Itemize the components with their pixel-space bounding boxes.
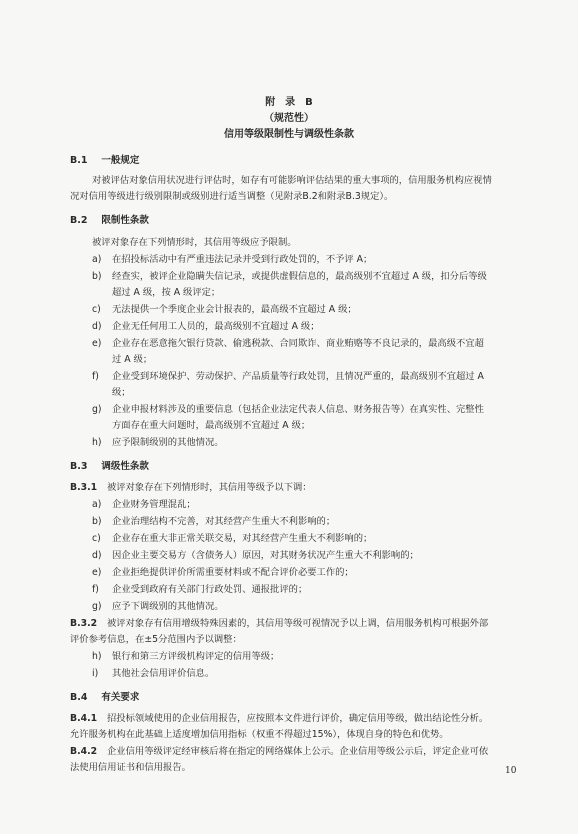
paragraph-line: 被评对象存在下列情形时，其信用等级予以下调：: [107, 482, 312, 493]
section-number: B.3: [70, 461, 88, 472]
paragraph-line: 对被评估对象信用状况进行评估时，如存有可能影响评估结果的重大事项的，信用服务机构应视情: [92, 175, 492, 186]
list-marker: c): [92, 533, 101, 544]
list-marker: b): [92, 271, 102, 282]
list-marker: h): [92, 437, 102, 448]
page-number: 10: [505, 766, 517, 776]
list-marker: d): [92, 550, 102, 561]
list-item: 无法提供一个季度企业会计报表的，最高级不宜超过 A 级；: [112, 304, 357, 315]
list-item: 企业治理结构不完善，对其经营产生重大不利影响的；: [112, 516, 336, 527]
list-item: 应予下调级别的其他情况。: [112, 601, 224, 612]
list-item: 企业申报材料涉及的重要信息（包括企业法定代表人信息、财务报告等）在真实性、完整性: [112, 404, 484, 415]
list-item: 应予限制级别的其他情况。: [112, 437, 224, 448]
list-item: 企业拒绝提供评价所需重要材料或不配合评价必要工作的；: [112, 567, 354, 578]
list-marker: e): [92, 338, 102, 349]
list-marker: a): [92, 254, 102, 265]
list-item: 因企业主要交易方（含债务人）原因，对其财务状况产生重大不利影响的；: [112, 550, 419, 561]
list-item: 银行和第三方评级机构评定的信用等级；: [112, 651, 280, 662]
section-b1-heading: [70, 154, 139, 167]
appendix-nature: （规范性）: [264, 113, 314, 124]
appendix-title: 信用等级限制性与调级性条款: [224, 129, 354, 140]
list-marker: c): [92, 304, 101, 315]
paragraph-line: 评价参考信息，在±5分范围内予以调整：: [70, 634, 242, 645]
list-marker: g): [92, 404, 102, 415]
clause-number: B.3.1: [70, 482, 98, 493]
list-item: 企业无任何用工人员的，最高级别不宜超过 A 级；: [112, 321, 320, 332]
section-title: 有关要求: [101, 692, 140, 703]
list-item: 经查实，被评企业隐瞒失信记录，或提供虚假信息的，最高级别不宜超过 A 级，扣分后等级: [112, 271, 487, 282]
list-item: 在招投标活动中有严重违法记录并受到行政处罚的，不予评 A；: [112, 254, 373, 265]
paragraph-line: 允许服务机构在此基础上适度增加信用指标（权重不得超过15%），体现自身的特色和优势。: [70, 729, 449, 740]
section-number: B.2: [70, 215, 88, 226]
paragraph-line: 法使用信用证书和信用报告。: [70, 762, 191, 773]
section-title: 限制性条款: [101, 215, 149, 226]
list-marker: g): [92, 601, 102, 612]
list-marker: e): [92, 567, 102, 578]
appendix-label: 附 录 B: [265, 97, 313, 108]
list-item: 企业存在恶意拖欠银行贷款、偷逃税款、合同欺诈、商业贿赂等不良记录的，最高级不宜超: [112, 338, 484, 349]
list-item: 企业受到环境保护、劳动保护、产品质量等行政处罚，且情况严重的，最高级别不宜超过 A: [112, 371, 484, 382]
section-b4-heading: [70, 691, 139, 704]
list-marker: f): [92, 584, 99, 595]
section-b2-heading: [70, 214, 149, 227]
clause-number: B.3.2: [70, 618, 98, 629]
list-item: 企业财务管理混乱；: [112, 499, 196, 510]
section-title: 调级性条款: [101, 461, 149, 472]
list-item-continuation: 级；: [112, 387, 131, 398]
list-marker: f): [92, 371, 99, 382]
section-b3-heading: [70, 460, 149, 473]
paragraph-line: 被评对象存在下列情形时，其信用等级应予限制。: [92, 237, 297, 248]
section-number: B.1: [70, 155, 88, 166]
list-marker: d): [92, 321, 102, 332]
section-number: B.4: [70, 692, 88, 703]
section-title: 一般规定: [101, 155, 140, 166]
list-marker: h): [92, 651, 102, 662]
list-marker: a): [92, 499, 102, 510]
list-marker: i): [92, 668, 99, 679]
list-marker: b): [92, 516, 102, 527]
clause-number: B.4.2: [70, 746, 98, 757]
list-item-continuation: 方面存在重大问题时，最高级别不宜超过 A 级；: [112, 420, 311, 431]
list-item-continuation: 过 A 级；: [112, 354, 153, 365]
list-item: 其他社会信用评价信息。: [112, 668, 215, 679]
paragraph-line: 招投标领域使用的企业信用报告，应按照本文件进行评价，确定信用等级，做出结论性分析。: [107, 713, 489, 724]
list-item-continuation: 超过 A 级，按 A 级评定；: [112, 287, 221, 298]
list-item: 企业存在重大非正常关联交易，对其经营产生重大不利影响的；: [112, 533, 373, 544]
paragraph-line: 况对信用等级进行级别限制或级别进行适当调整（见附录B.2和附录B.3规定）。: [70, 191, 394, 202]
list-item: 企业受到政府有关部门行政处罚、通报批评的；: [112, 584, 308, 595]
paragraph-line: 被评对象存有信用增级特殊因素的，其信用等级可视情况予以上调，信用服务机构可根据外部: [107, 618, 489, 629]
paragraph-line: 企业信用等级评定经审核后将在指定的网络媒体上公示。企业信用等级公示后，评定企业可依: [107, 746, 489, 757]
clause-number: B.4.1: [70, 713, 98, 724]
